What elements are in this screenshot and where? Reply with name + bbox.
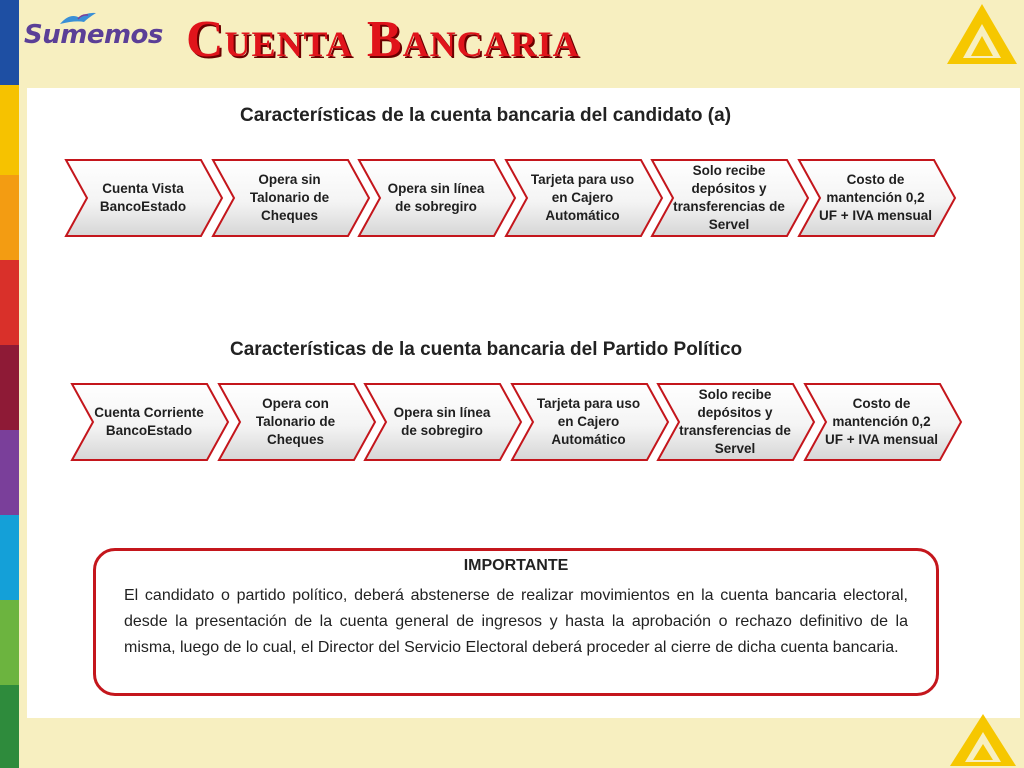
step-label: Costo de mantención 0,2 UF + IVA mensual	[819, 172, 932, 223]
step-chevron	[649, 158, 811, 238]
stripe-band	[0, 430, 19, 515]
step-label: Cuenta Vista BancoEstado	[99, 181, 187, 214]
step-label: Opera sin Talonario de Cheques	[249, 172, 330, 223]
step-chevron	[63, 158, 225, 238]
logo-text: Sumemos	[24, 20, 163, 50]
stripe-band	[0, 600, 19, 685]
important-body: El candidato o partido político, deberá abstenerse de realizar movimientos en la cuenta bancaria electoral, desde la presentación de la cuenta general de ingresos y hasta la aprobación o rechazo definitivo de la misma, luego de lo cual, el Director del Servicio Electoral deberá proceder al cierre de dicha cuenta bancaria.	[124, 587, 908, 656]
triangle-logo-icon	[945, 2, 1019, 66]
step-chevron	[69, 382, 231, 462]
step-label: Opera sin línea de sobregiro	[387, 181, 485, 214]
step-chevron	[796, 158, 958, 238]
stripe-band	[0, 685, 19, 768]
step-chevron	[210, 158, 372, 238]
important-notice	[93, 548, 939, 696]
stripe-band	[0, 175, 19, 260]
step-label: Opera con Talonario de Cheques	[255, 396, 336, 447]
party-section-title: Características de la cuenta bancaria del Partido Político	[230, 339, 743, 360]
page-title: Cuenta Bancaria	[186, 11, 580, 68]
step-chevron	[655, 382, 817, 462]
stripe-band	[0, 0, 19, 85]
step-label: Solo recibe depósitos y transferencias de Servel	[679, 387, 791, 456]
step-chevron	[802, 382, 964, 462]
color-stripe	[0, 0, 19, 768]
step-chevron	[356, 158, 518, 238]
step-label: Solo recibe depósitos y transferencias de Servel	[673, 163, 785, 232]
step-label: Cuenta Corriente BancoEstado	[94, 405, 204, 438]
stripe-band	[0, 345, 19, 430]
step-label: Opera sin línea de sobregiro	[393, 405, 491, 438]
step-chevron	[503, 158, 665, 238]
step-label: Tarjeta para uso en Cajero Automático	[536, 396, 641, 447]
step-chevron	[216, 382, 378, 462]
step-label: Costo de mantención 0,2 UF + IVA mensual	[825, 396, 938, 447]
stripe-band	[0, 260, 19, 345]
stripe-band	[0, 85, 19, 175]
step-chevron	[362, 382, 524, 462]
step-label: Tarjeta para uso en Cajero Automático	[530, 172, 635, 223]
step-chevron	[509, 382, 671, 462]
sumemos-logo	[24, 10, 174, 58]
candidate-section-title: Características de la cuenta bancaria del candidato (a)	[240, 105, 732, 126]
stripe-band	[0, 515, 19, 600]
triangle-logo-icon	[948, 712, 1018, 768]
important-heading: IMPORTANTE	[463, 557, 569, 574]
